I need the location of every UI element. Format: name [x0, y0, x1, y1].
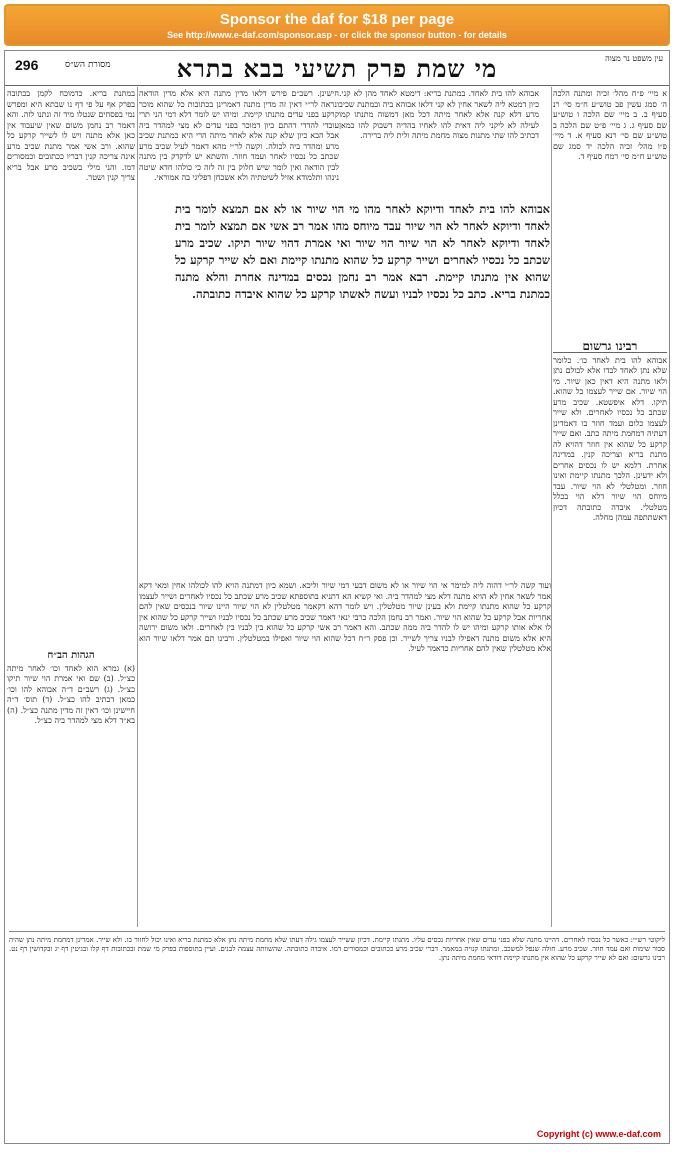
masoret-hashas-notes: במתנת בריא. כדמוכח לקמן בכתובה בפרק אף על פי דף נו שבתא היא ומפרש נמי בפסחים שנטלו מיד זה ונתנו לזה. והא דאמר רב נחמן משום שאין שיעבוד אין כאן אלא מתנה ויש לו לשייר קרקע כל שהוא. ורב אשי אמר מתנת שכיב מרע אינה צריכה קנין דבריו ככתובים וכמסורים דמו. והני מילי בשכיב מרע אבל בריא צריך קנין ושטר.	[7, 89, 135, 182]
copyright-notice[interactable]: Copyright (c) www.e-daf.com	[536, 1129, 661, 1139]
sponsor-headline[interactable]: Sponsor the daf for $18 per page	[219, 11, 455, 28]
column-divider-right	[551, 87, 552, 927]
rabbenu-gershom-column	[553, 341, 667, 861]
rabbenu-gershom-title: רבינו גרשום	[553, 341, 667, 353]
eyn-mishpat-label: עין משפט נר מצוה	[605, 54, 663, 63]
gemara-text: אבוהא להו בית לאחד ודיוקא לאחר מהו מי הוי שיור או לא אם תמצא לומר בית לאחד ודיוקא לאחר לא הוי שיור עבד מיוחס מהו אמר רב אשי אם תמצא לומר בית לאחד ודיוקא לאחר לא הוי שיור הוי שיור ואי אמרת דהוי שיור תיקו. שכיב מרע שכתב כל נכסיו לאחרים ושייר קרקע כל שהוא מתנתו קיימת ואם לא שייר קרקע כל שהוא אין מתנתו קיימת. רבא אמר רב נחמן נכסים במדינה אחרת והלא מתנה כמתנת בריא. כתב כל נכסיו לבניו ועשה לאשתו קרקע כל שהוא איבדה כתובתה.	[175, 202, 550, 301]
page-number: 296	[15, 57, 39, 73]
lower-commentary: ועוד קשה לר״י דהוה ליה למימר אי הוי שיור או לא משום דבעי דמי שיור וליכא. ושמא כיון דמתנה הויא להו לכולהו אחין ומאי דקא אמר לשאר אחין לא הויא מתנה דלא מצי למהדר ביה. ואי קשיא הא דתניא בתוספתא שכיב מרע שכתב כל נכסיו לאחרים ושייר לעצמו קרקע כל שהוא מתנתו קיימת ולא בעינן שיור מטלטלין. ויש לומר דהא דקאמר מטלטלין לא הוי שיור היינו שיור בנכסים שאין להם אחריות אבל קרקע כל שהוא הוי שיור. ואמר רב נחמן הלכה כרבי ינאי דאמר שכיב מרע שכתב כל נכסיו לבניו ושייר קרקע כל שהוא אין לו אלא אותו קרקע ומיהו יש לו להדר ביה ממה שכתב. והא דאמר רב אשי קרקע כל שהוא בין לבניו בין לאחרים. ולאו משום ירושה היא אלא משום מתנה דאפילו לבניו צריך לשייר. וכן פסק ר״ח דכל שהוא הוי שיור ואפילו במטלטלין. ורבינו תם אמר דלאו שיור הוא אלא מטלטלין שאין להם אחריות כדאמר לעיל.	[139, 581, 551, 653]
column-divider-left	[137, 87, 138, 927]
masoret-label: מסורת הש״ס	[65, 60, 111, 70]
hagahot-habach	[7, 651, 135, 931]
rashbam-commentary: אבוהא להו בית לאחד. במתנת בריא: דימטא לאחד מהן לא קני. כיון דמטא ליה לשאר אחין לא קני דלאו אבוהא ביה ובמתנת שכיב מרע דלא קנה אלא לאחר מיתה דכל מאן דמשוה מתנתו קמו לעילה לא ליקני ליה דאית להו לאחיו בהדיה דשבוק להו כמאן דכתיב להו שתי מתנות מצוה מחמת מיתה ולית ליה ברירה.	[339, 89, 539, 140]
sponsor-subline: See http://www.e-daf.com/sponsor.asp - or click the sponsor button - for details	[167, 30, 507, 40]
rabbenu-gershom-text: אבוהא להו בית לאחד כו׳. כלומר שלא נתן לאחד לבדו אלא לכולם נתן ולאו מתנה היא דאין כאן שיור. מי הוי שיור. אם שייר לעצמו כל שהוא. תיקו. דלא איפשטא. שכיב מרע שכתב כל נכסיו לאחרים. ולא שייר לעצמו כלום ועמד חוזר בו דאמדינן דעתיה דמחמת מיתה כתב. ואם שייר קרקע כל שהוא אין חוזר דהויא לה מתנת בריא וצריכה קנין. במדינה אחרת. דלמא יש לו נכסים אחרים ולא ידעינן. הלכך מתנתו קיימת ואינו חוזר. ומטלטלי לא הוי שיור. עבד מיוחס הוי שיור דלא הוי בכלל מטלטלי. איבדה כתובתה דכיון דאשתתפה עמהן מחלה.	[553, 355, 667, 522]
tosafot-commentary: חישינן. רשב״ם פירש דלאו מדין מתנה היא אלא מדין הודאה ונראה לר״י דאין זה מדין מתנה דאמרינן בכתובות כל שהוא מוכר קרקע בפני עדים מתנתו קיימת. ומיהו יש לומר דלא דמי הני תרי עובדי להדדי דהתם כיון דמוכר בפני עדים לא מצי למהדר ביה אבל הכא כיון שלא קנה אלא לאחר מיתה הרי היא כמתנת שכיב מרע ומהדר ביה לכולה. וקשה לר״י מהא דאמר לעיל שכיב מרע שכתב כל נכסיו לאחר ועמד חוזר. והשתא יש לדקדק בין מתנה לבין הודאה ואין לומר שיש חלוק בין זה לזה כי כולהו חדא שיטה נינהו ותלמודא אזיל לשיטתיה ולא אשכחן דפליגי בה אמוראי.	[139, 89, 339, 182]
hagahot-text: (א) גמרא הוא לאחד וכו׳ לאחר מיתה כצ״ל. (ב) שם ואי אמרת הוי שיור תיקו כצ״ל. (ג) רשב״ם ד״ה אבוהא להו וכו׳ כמאן דכתיב להו כצ״ל. (ד) תוס׳ ד״ה חיישינן וכו׳ דאין זה מדין מתנה כצ״ל. (ה) בא״ד דלא מצי למהדר ביה כצ״ל.	[7, 663, 135, 725]
sponsor-banner[interactable]	[4, 4, 670, 46]
footnote-commentary: ליקוטי רש״י: כאשר כל נכסיו לאחרים. דהיינו מתנה שלא בפני עדים שאין אחריות נכסים עליו. מתנתו קיימת. דכיון ששייר לעצמו גילה דעתו שלא מחמת מיתה נתן אלא כמתנת בריא ואינו יכול לחזור בו. ולא שייר. אמרינן דמחמת מיתה נתן שהיה סבור שימות ואם עמד חוזר. שכיב מרע. חולה שנפל למשכב. ומתנתו קנויה במאמר. דברי שכיב מרע ככתובים וכמסורים דמו. איבדה כתובתה. שהשוותה עצמה לבנים. ועיין בתוספות בפרק מי שמת ובכתובות דף קלו ובגיטין דף יג ובקדושין דף נט. רבינו גרשום: ואם לא שייר קרקע כל שהוא אין מתנתו קיימת דודאי מחמת מיתה נתן.	[9, 931, 665, 1131]
daf-page	[4, 50, 670, 1144]
eyn-mishpat-notes: א מיי׳ פ״ח מהל׳ זכיה ומתנה הלכה ה׳ סמג עשין פב טוש״ע ח״מ סי׳ רנ סעיף ב. ב מיי׳ שם הלכה ו טוש״ע שם סעיף ג. ג מיי׳ פ״ט שם הלכה ב טוש״ע שם סי׳ רנא סעיף א. ד מיי׳ פ״ו מהל׳ זכיה הלכה יד סמג שם טוש״ע ח״מ סי׳ רמח סעיף ד.	[553, 89, 667, 161]
page-title: מי שמת פרק תשיעי בבא בתרא	[176, 54, 498, 83]
hagahot-title: הגהות הב״ח	[47, 651, 95, 661]
page-header	[5, 51, 669, 86]
